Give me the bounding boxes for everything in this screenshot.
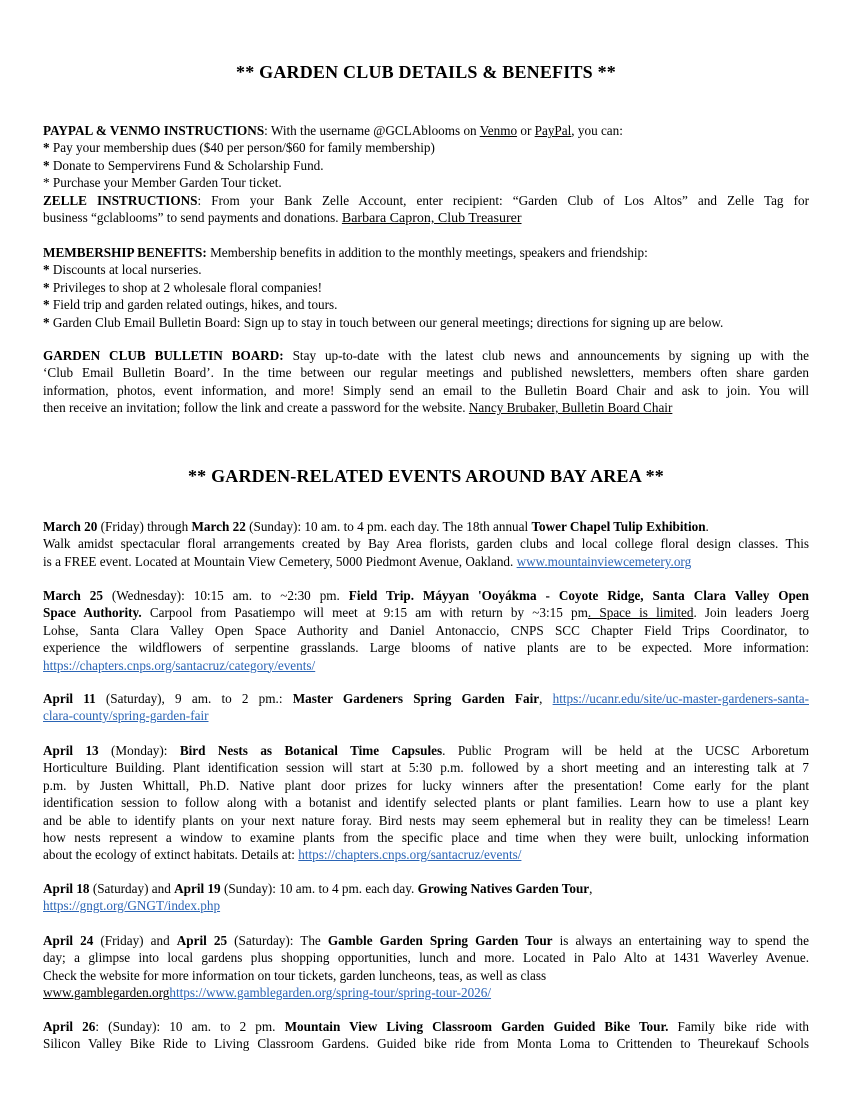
membership-benefits-section [43,244,809,331]
membership-intro-line: MEMBERSHIP BENEFITS: Membership benefits in addition to the monthly meetings, speakers and friendship: [43,245,648,260]
event-growing-natives-tour: April 18 (Saturday) and April 19 (Sunday): 10 am. to 4 pm. each day. Growing Natives Garden Tour, https://gngt.org/GNGT/index.php [43,881,593,914]
membership-heading: MEMBERSHIP BENEFITS: [43,245,207,260]
zelle-line-1: ZELLE INSTRUCTIONS: From your Bank Zelle Account, enter recipient: “Garden Club of Los Altos” and Zelle Tag for [43,192,809,208]
venmo-link[interactable]: Venmo [479,123,518,138]
bulletin-heading: GARDEN CLUB BULLETIN BOARD: [43,348,284,363]
bulletin-chair-contact-link[interactable]: Nancy Brubaker, Bulletin Board Chair [468,400,673,416]
list-item: * Discounts at local nurseries. [43,262,202,278]
gamble-garden-tour-link[interactable]: https://www.gamblegarden.org/spring-tour/spring-tour-2026/ [169,985,492,1001]
list-item: * Privileges to shop at 2 wholesale floral companies! [43,279,323,295]
event-master-gardeners-fair: April 11 (Saturday), 9 am. to 2 pm.: Master Gardeners Spring Garden Fair, https://ucanr.edu/site/uc-master-gardeners-santa- clara-county/spring-garden-fair [43,691,809,724]
paypal-heading: PAYPAL & VENMO INSTRUCTIONS [43,123,265,138]
event-gamble-garden-tour: April 24 (Friday) and April 25 (Saturday): The Gamble Garden Spring Garden Tour is always an entertaining way to spend the day; a glimpse into local gardens plus shopping opportunities, lunch and more. Located in Palo Alto at 1431 Waverley Avenue. Check the website for more information on tour tickets, garden luncheons, teas, as well as class www.gamblegarden.orghttps://www.gamblegarden.org/spring-tour/spring-tour-2026/ [43,933,809,1001]
master-gardeners-link-cont[interactable]: clara-county/spring-garden-fair [43,708,209,724]
paypal-venmo-section [43,122,809,226]
event-bird-nests-talk: April 13 (Monday): Bird Nests as Botanical Time Capsules. Public Program will be held at the UCSC Arboretum Horticulture Building. Plant identification session will start at 5:30 p.m. followed by a short meeting and an interesting talk at 7 p.m. by Justen Whittall, Ph.D. Native plant door prizes for lucky winners after the presentation! Come early for the plant identification session to follow along with a botanist and identify selected plants or plant families. Learn how to use a plant key and be able to identify plants on your next nature foray. Bird nests may seem ephemeral but in reality they can be timeless! Learn how nests represent a window to examine plants from the specific place and time when they were built, unlocking information about the ecology of extinct habitats. Details at: https://chapters.cnps.org/santacruz/events/ [43,743,809,863]
cnps-events-link[interactable]: https://chapters.cnps.org/santacruz/events/ [298,847,522,863]
treasurer-contact-link[interactable]: Barbara Capron, Club Treasurer [341,210,522,226]
bulletin-board-section: GARDEN CLUB BULLETIN BOARD: Stay up-to-date with the latest club news and announcements by signing up with the ‘Club Email Bulletin Board’. In the time between our regular meetings and published newsletters, members often share garden information, photos, event information, and more! Simply send an email to the Bulletin Board Chair and ask to join. You will then receive an invitation; follow the link and create a password for the website. Nancy Brubaker, Bulletin Board Chair [43,348,809,416]
zelle-line-2: business “gclablooms” to send payments and donations. Barbara Capron, Club Treasurer [43,209,522,226]
paypal-intro-line: PAYPAL & VENMO INSTRUCTIONS: With the username @GCLAblooms on Venmo or PayPal, you can: [43,123,623,138]
section-title-club-details: ** GARDEN CLUB DETAILS & BENEFITS ** [236,62,616,82]
list-item: * Donate to Sempervirens Fund & Scholarship Fund. [43,157,324,173]
list-item: * Purchase your Member Garden Tour ticket. [43,175,282,191]
mountain-view-cemetery-link[interactable]: www.mountainviewcemetery.org [516,553,692,569]
gngt-link[interactable]: https://gngt.org/GNGT/index.php [43,898,221,914]
gamble-garden-home-link[interactable]: www.gamblegarden.org [43,985,170,1001]
paypal-link[interactable]: PayPal [534,123,572,138]
list-item: * Garden Club Email Bulletin Board: Sign up to stay in touch between our general meetings; directions for signing up are below. [43,314,724,330]
list-item: * Field trip and garden related outings, hikes, and tours. [43,297,338,313]
cnps-field-trips-link[interactable]: https://chapters.cnps.org/santacruz/category/events/ [43,657,316,673]
event-coyote-ridge-field-trip: March 25 (Wednesday): 10:15 am. to ~2:30 pm. Field Trip. Máyyan 'Ooyákma - Coyote Ridge, Santa Clara Valley Open Space Authority. Carpool from Pasatiempo will meet at 9:15 am with return by ~3:15 pm. Space is limited. Join leaders Joerg Lohse, Santa Clara Valley Open Space Authority and Daniel Antonaccio, CNPS SCC Chapter Field Trips Coordinator, to experience the wildflowers of serpentine grasslands. Large blooms of native plants are to be expected. More information: https://chapters.cnps.org/santacruz/category/events/ [43,588,809,673]
section-title-events: ** GARDEN-RELATED EVENTS AROUND BAY AREA ** [187,466,664,486]
event-bike-tour: April 26: (Sunday): 10 am. to 2 pm. Mountain View Living Classroom Garden Guided Bike Tour. Family bike ride with Silicon Valley Bike Ride to Living Classroom Gardens. Guided bike ride from Monta Loma to Crittenden to Theurekauf Schools [43,1019,809,1052]
list-item: * Pay your membership dues ($40 per person/$60 for family membership) [43,140,435,156]
event-tower-chapel-tulip: March 20 (Friday) through March 22 (Sunday): 10 am. to 4 pm. each day. The 18th annual Tower Chapel Tulip Exhibition. Walk amidst spectacular floral arrangements created by Bay Area florists, garden clubs and local college floral design classes. This is a FREE event. Located at Mountain View Cemetery, 5000 Piedmont Avenue, Oakland. www.mountainviewcemetery.org [43,519,809,569]
zelle-heading: ZELLE INSTRUCTIONS [43,192,198,208]
master-gardeners-link[interactable]: https://ucanr.edu/site/uc-master-gardeners-santa- [552,691,809,706]
